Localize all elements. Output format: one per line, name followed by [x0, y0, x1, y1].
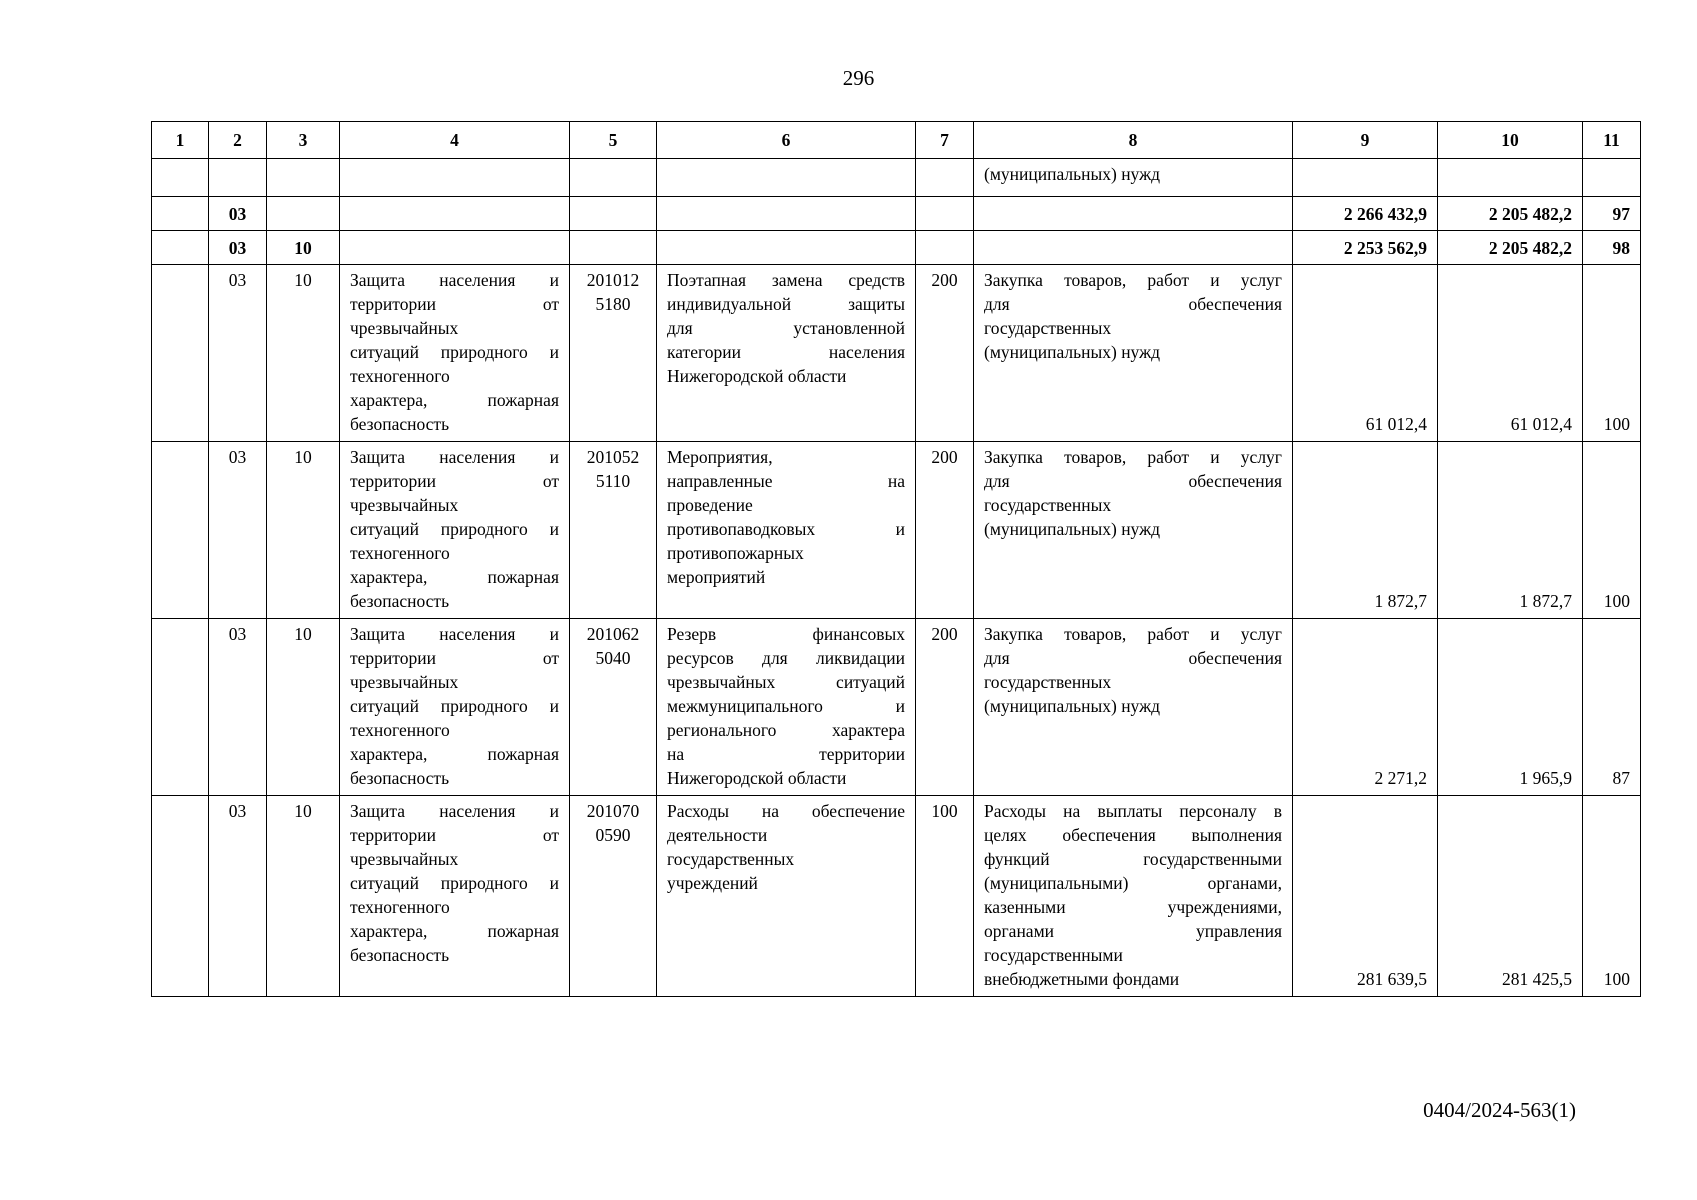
- direction-name-line: направленные на: [667, 471, 905, 491]
- expense-type-name-line: функций государственными: [984, 849, 1282, 869]
- planned-amount: 2 266 432,9: [1293, 197, 1438, 231]
- target-article-code-line: 201070: [586, 801, 640, 821]
- row-empty-cell: [152, 796, 209, 997]
- direction-name-line: Нижегородской области: [667, 366, 847, 386]
- program-name-line: Защита населения и: [350, 270, 559, 290]
- section-code: 03: [209, 231, 267, 265]
- expense-type-name-line: для обеспечения: [984, 471, 1282, 491]
- program-name-line: чрезвычайных: [350, 849, 459, 869]
- actual-amount: 2 205 482,2: [1438, 231, 1583, 265]
- program-name: [340, 265, 570, 442]
- target-article-code-line: 0590: [595, 825, 631, 845]
- program-name-line: чрезвычайных: [350, 495, 459, 515]
- actual-amount: 281 425,5: [1438, 796, 1583, 997]
- program-name-line: характера, пожарная: [350, 567, 559, 587]
- budget-table: [151, 121, 1641, 997]
- subsection-total-row: [152, 231, 1641, 265]
- target-article-code-line: 5110: [595, 471, 631, 491]
- document-id: 0404/2024-563(1): [1423, 1098, 1576, 1122]
- target-article-code: [570, 619, 657, 796]
- subsection-code: 10: [267, 442, 340, 619]
- section-total-row: [152, 197, 1641, 231]
- direction-name-line: проведение: [667, 495, 753, 515]
- expense-type-name: [974, 619, 1293, 796]
- direction-name-line: Мероприятия,: [667, 447, 773, 467]
- program-name-line: ситуаций природного и: [350, 519, 559, 539]
- target-article-code-line: 5040: [595, 648, 631, 668]
- program-name-line: безопасность: [350, 945, 450, 965]
- expense-type-name-line: (муниципальных) нужд: [984, 696, 1161, 716]
- expense-type-name-line: Закупка товаров, работ и услуг: [984, 447, 1282, 467]
- table-row: [152, 796, 1641, 997]
- program-name-line: безопасность: [350, 414, 450, 434]
- target-article-code-line: 5180: [595, 294, 631, 314]
- percent-executed: 97: [1583, 197, 1641, 231]
- expense-type-name-line: Закупка товаров, работ и услуг: [984, 624, 1282, 644]
- direction-name: [657, 619, 916, 796]
- program-name-line: территории от: [350, 648, 559, 668]
- direction-name-line: государственных: [667, 849, 795, 869]
- expense-type-code: 200: [916, 442, 974, 619]
- program-name-line: ситуаций природного и: [350, 342, 559, 362]
- direction-name-line: чрезвычайных ситуаций: [667, 672, 905, 692]
- planned-amount: 2 253 562,9: [1293, 231, 1438, 265]
- program-name-line: техногенного: [350, 720, 450, 740]
- expense-type-name: [974, 442, 1293, 619]
- program-name-line: характера, пожарная: [350, 921, 559, 941]
- program-name-line: ситуаций природного и: [350, 696, 559, 716]
- direction-name: [657, 442, 916, 619]
- header-cell: 11: [1583, 122, 1641, 159]
- program-name-line: техногенного: [350, 366, 450, 386]
- direction-name-line: для установленной: [667, 318, 905, 338]
- header-cell: 9: [1293, 122, 1438, 159]
- direction-name: [657, 796, 916, 997]
- direction-name-line: учреждений: [667, 873, 758, 893]
- header-cell: 3: [267, 122, 340, 159]
- expense-type-name-line: государственных: [984, 672, 1112, 692]
- expense-type-name-line: (муниципальными) органами,: [984, 873, 1282, 893]
- target-article-code-line: 201052: [586, 447, 640, 467]
- expense-type-name-line: внебюджетными фондами: [984, 969, 1180, 989]
- direction-name-line: Расходы на обеспечение: [667, 801, 905, 821]
- program-name: [340, 442, 570, 619]
- expense-type-name-line: (муниципальных) нужд: [984, 342, 1161, 362]
- percent-executed: 100: [1583, 442, 1641, 619]
- direction-name: [657, 265, 916, 442]
- header-cell: 6: [657, 122, 916, 159]
- planned-amount: 281 639,5: [1293, 796, 1438, 997]
- direction-name-line: Нижегородской области: [667, 768, 847, 788]
- expense-type-name-line: казенными учреждениями,: [984, 897, 1282, 917]
- expense-type-cell: (муниципальных) нужд: [974, 159, 1293, 197]
- header-row: [152, 122, 1641, 159]
- actual-amount: 61 012,4: [1438, 265, 1583, 442]
- program-name-line: Защита населения и: [350, 447, 559, 467]
- expense-type-name-line: государственных: [984, 318, 1112, 338]
- row-empty-cell: [152, 265, 209, 442]
- target-article-code: [570, 265, 657, 442]
- subsection-code: 10: [267, 265, 340, 442]
- section-code: 03: [209, 442, 267, 619]
- direction-name-line: индивидуальной защиты: [667, 294, 905, 314]
- table-row: [152, 619, 1641, 796]
- row-empty-cell: [152, 442, 209, 619]
- direction-name-line: противопожарных: [667, 543, 804, 563]
- expense-type-code: 200: [916, 619, 974, 796]
- subsection-code: 10: [267, 796, 340, 997]
- header-cell: 10: [1438, 122, 1583, 159]
- percent-executed: 87: [1583, 619, 1641, 796]
- expense-type-name-line: (муниципальных) нужд: [984, 519, 1161, 539]
- subsection-code: 10: [267, 231, 340, 265]
- program-name-line: техногенного: [350, 543, 450, 563]
- program-name-line: территории от: [350, 825, 559, 845]
- expense-type-name-line: для обеспечения: [984, 648, 1282, 668]
- expense-type-name: [974, 796, 1293, 997]
- program-name-line: безопасность: [350, 591, 450, 611]
- direction-name-line: ресурсов для ликвидации: [667, 648, 905, 668]
- header-cell: 1: [152, 122, 209, 159]
- program-name: [340, 796, 570, 997]
- target-article-code-line: 201012: [586, 270, 640, 290]
- expense-type-name-line: целях обеспечения выполнения: [984, 825, 1282, 845]
- target-article-code: [570, 796, 657, 997]
- direction-name-line: деятельности: [667, 825, 768, 845]
- section-code: 03: [209, 796, 267, 997]
- expense-type-code: 200: [916, 265, 974, 442]
- direction-name-line: Поэтапная замена средств: [667, 270, 905, 290]
- direction-name-line: регионального характера: [667, 720, 905, 740]
- expense-type-name-line: государственными: [984, 945, 1123, 965]
- actual-amount: 1 965,9: [1438, 619, 1583, 796]
- program-name-line: характера, пожарная: [350, 744, 559, 764]
- direction-name-line: Резерв финансовых: [667, 624, 905, 644]
- program-name-line: безопасность: [350, 768, 450, 788]
- program-name-line: Защита населения и: [350, 624, 559, 644]
- planned-amount: 2 271,2: [1293, 619, 1438, 796]
- program-name-line: характера, пожарная: [350, 390, 559, 410]
- expense-type-name-line: государственных: [984, 495, 1112, 515]
- actual-amount: 2 205 482,2: [1438, 197, 1583, 231]
- expense-type-name-line: органами управления: [984, 921, 1282, 941]
- percent-executed: 98: [1583, 231, 1641, 265]
- direction-name-line: категории населения: [667, 342, 905, 362]
- percent-executed: 100: [1583, 796, 1641, 997]
- direction-name-line: межмуниципального и: [667, 696, 905, 716]
- header-cell: 2: [209, 122, 267, 159]
- header-cell: 7: [916, 122, 974, 159]
- program-name-line: территории от: [350, 471, 559, 491]
- expense-type-name-line: Расходы на выплаты персоналу в: [984, 801, 1282, 821]
- direction-name-line: противопаводковых и: [667, 519, 905, 539]
- planned-amount: 61 012,4: [1293, 265, 1438, 442]
- section-code: 03: [209, 197, 267, 231]
- header-cell: 5: [570, 122, 657, 159]
- header-cell: 8: [974, 122, 1293, 159]
- percent-executed: 100: [1583, 265, 1641, 442]
- expense-type-name-line: Закупка товаров, работ и услуг: [984, 270, 1282, 290]
- row-empty-cell: [152, 619, 209, 796]
- table-row: [152, 265, 1641, 442]
- program-name: [340, 619, 570, 796]
- expense-type-name: [974, 265, 1293, 442]
- table-row: [152, 442, 1641, 619]
- actual-amount: 1 872,7: [1438, 442, 1583, 619]
- program-name-line: чрезвычайных: [350, 672, 459, 692]
- direction-name-line: на территории: [667, 744, 905, 764]
- program-name-line: Защита населения и: [350, 801, 559, 821]
- continuation-row: [152, 159, 1641, 197]
- target-article-code-line: 201062: [586, 624, 640, 644]
- section-code: 03: [209, 265, 267, 442]
- page-number: 296: [842, 66, 875, 90]
- planned-amount: 1 872,7: [1293, 442, 1438, 619]
- program-name-line: ситуаций природного и: [350, 873, 559, 893]
- expense-type-name-line: для обеспечения: [984, 294, 1282, 314]
- program-name-line: чрезвычайных: [350, 318, 459, 338]
- program-name-line: техногенного: [350, 897, 450, 917]
- section-code: 03: [209, 619, 267, 796]
- header-cell: 4: [340, 122, 570, 159]
- subsection-code: 10: [267, 619, 340, 796]
- program-name-line: территории от: [350, 294, 559, 314]
- subsection-code: [267, 197, 340, 231]
- direction-name-line: мероприятий: [667, 567, 766, 587]
- target-article-code: [570, 442, 657, 619]
- expense-type-code: 100: [916, 796, 974, 997]
